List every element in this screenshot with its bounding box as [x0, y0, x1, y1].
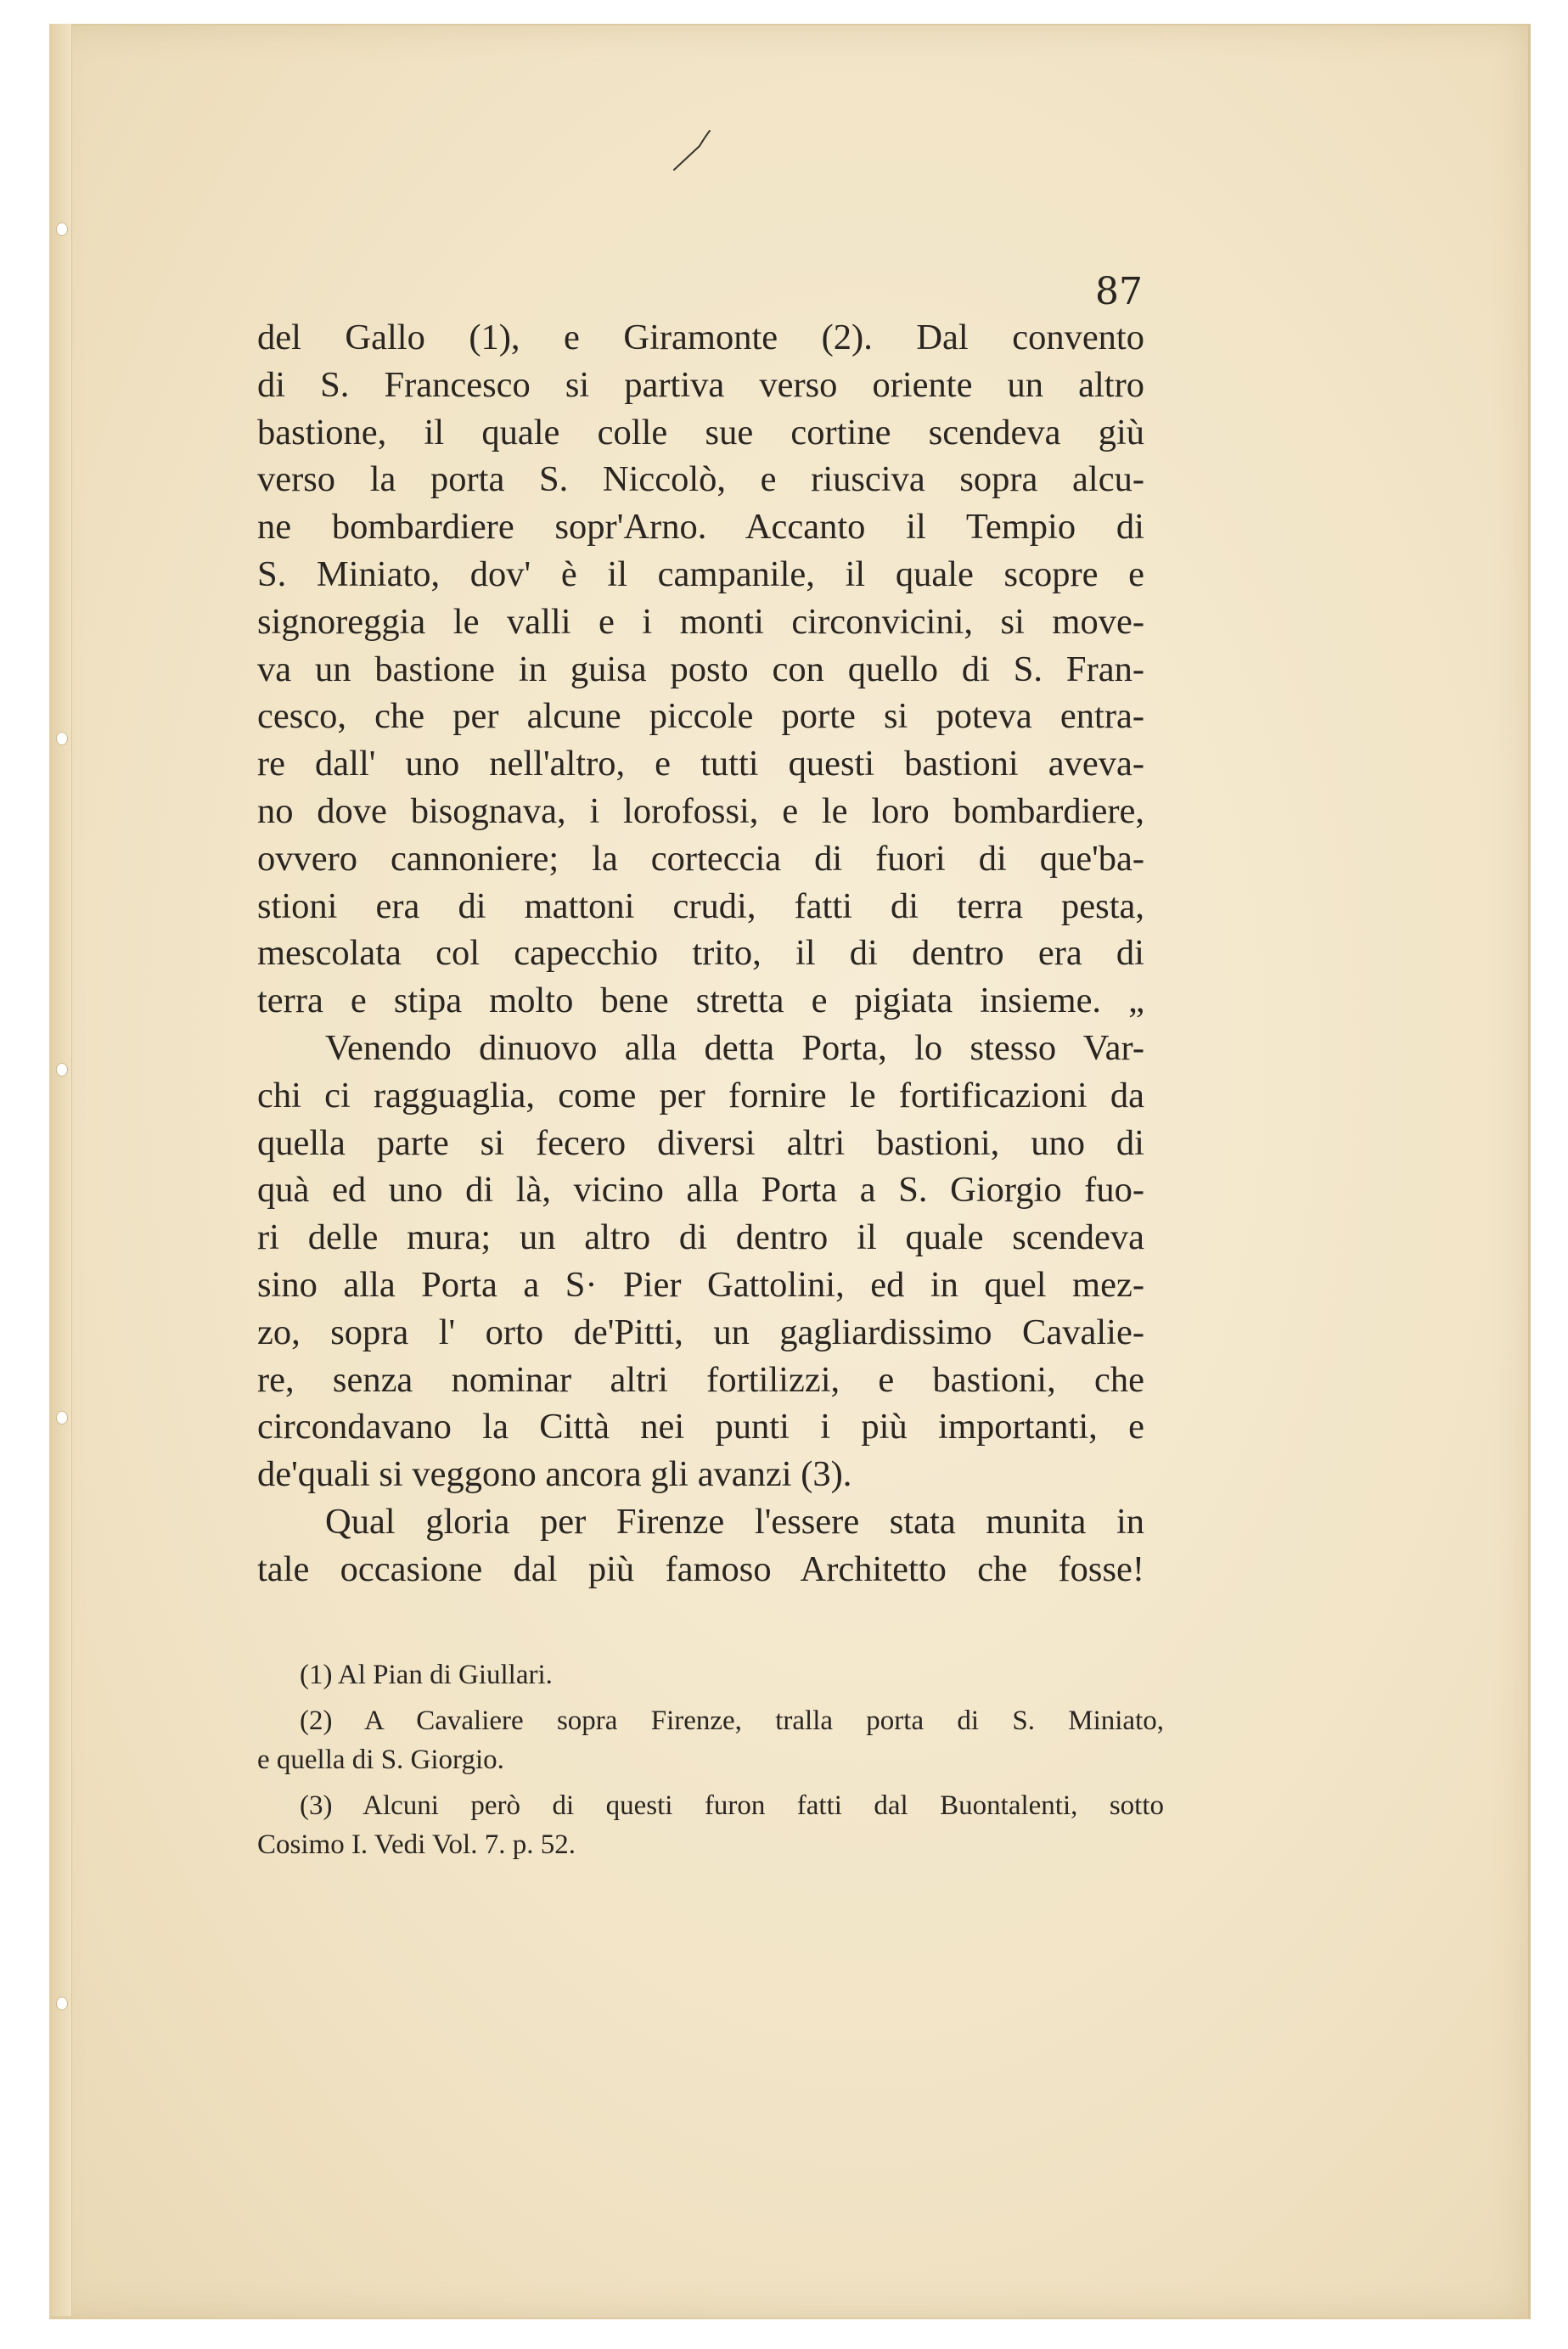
- text-line: di S. Francesco si partiva verso oriente un altro: [257, 364, 1144, 405]
- pen-slash-mark: [671, 126, 722, 177]
- body-text: [257, 314, 1144, 1593]
- text-line: re dall' uno nell'altro, e tutti questi bastioni aveva-: [257, 744, 1144, 784]
- text-line: mescolata col capecchio trito, il di dentro era di: [257, 933, 1144, 974]
- text-line: ri delle mura; un altro di dentro il quale scendeva: [257, 1217, 1144, 1258]
- text-line: zo, sopra l' orto de'Pitti, un gagliardissimo Cavalie-: [257, 1312, 1144, 1352]
- text-line: stioni era di mattoni crudi, fatti di terra pesta,: [257, 885, 1144, 926]
- text-line: terra e stipa molto bene stretta e pigiata insieme. „: [257, 981, 1144, 1021]
- footnotes: [257, 1655, 1164, 1864]
- text-line: ovvero cannoniere; la corteccia di fuori di que'ba-: [257, 838, 1144, 879]
- stitch-hole: [56, 222, 68, 236]
- text-line: va un bastione in guisa posto con quello di S. Fran-: [257, 649, 1144, 689]
- footnote-3-continued: Cosimo I. Vedi Vol. 7. p. 52.: [257, 1829, 576, 1860]
- binding-edge: [49, 24, 72, 2316]
- stitch-hole: [56, 732, 68, 745]
- text-line: sino alla Porta a S· Pier Gattolini, ed in quel mez-: [257, 1264, 1144, 1305]
- text-line: bastione, il quale colle sue cortine scendeva giù: [257, 412, 1144, 452]
- text-line: Qual gloria per Firenze l'essere stata munita in: [325, 1501, 1144, 1542]
- text-line: de'quali si veggono ancora gli avanzi (3).: [257, 1454, 852, 1495]
- text-line: verso la porta S. Niccolò, e riusciva sopra alcu-: [257, 459, 1144, 500]
- text-line: ne bombardiere sopr'Arno. Accanto il Tempio di: [257, 507, 1144, 548]
- text-line: del Gallo (1), e Giramonte (2). Dal convento: [257, 318, 1144, 357]
- footnote-2: (2) A Cavaliere sopra Firenze, tralla porta di S. Miniato,: [300, 1706, 1164, 1736]
- text-line: circondavano la Città nei punti i più importanti, e: [257, 1407, 1144, 1447]
- text-line: signoreggia le valli e i monti circonvicini, si move-: [257, 601, 1144, 642]
- footnote-1: (1) Al Pian di Giullari.: [300, 1660, 553, 1690]
- text-line: Venendo dinuovo alla detta Porta, lo stesso Var-: [325, 1027, 1144, 1068]
- stitch-hole: [56, 1063, 68, 1076]
- text-line: chi ci ragguaglia, come per fornire le fortificazioni da: [257, 1075, 1144, 1115]
- text-line: re, senza nominar altri fortilizzi, e bastioni, che: [257, 1359, 1144, 1400]
- stitch-hole: [56, 1411, 68, 1425]
- text-line: quella parte si fecero diversi altri bastioni, uno di: [257, 1122, 1144, 1163]
- text-line: no dove bisognava, i lorofossi, e le loro bombardiere,: [257, 790, 1144, 831]
- text-line: tale occasione dal più famoso Architetto che fosse!: [257, 1548, 1144, 1589]
- stitch-hole: [56, 1997, 68, 2010]
- text-line: S. Miniato, dov' è il campanile, il quale scopre e: [257, 554, 1144, 594]
- text-line: quà ed uno di là, vicino alla Porta a S. Giorgio fuo-: [257, 1170, 1144, 1211]
- footnote-3: (3) Alcuni però di questi furon fatti dal Buontalenti, sotto: [300, 1790, 1164, 1821]
- footnote-2-continued: e quella di S. Giorgio.: [257, 1745, 504, 1775]
- text-line: cesco, che per alcune piccole porte si poteva entra-: [257, 696, 1144, 737]
- page-number: 87: [1095, 270, 1143, 313]
